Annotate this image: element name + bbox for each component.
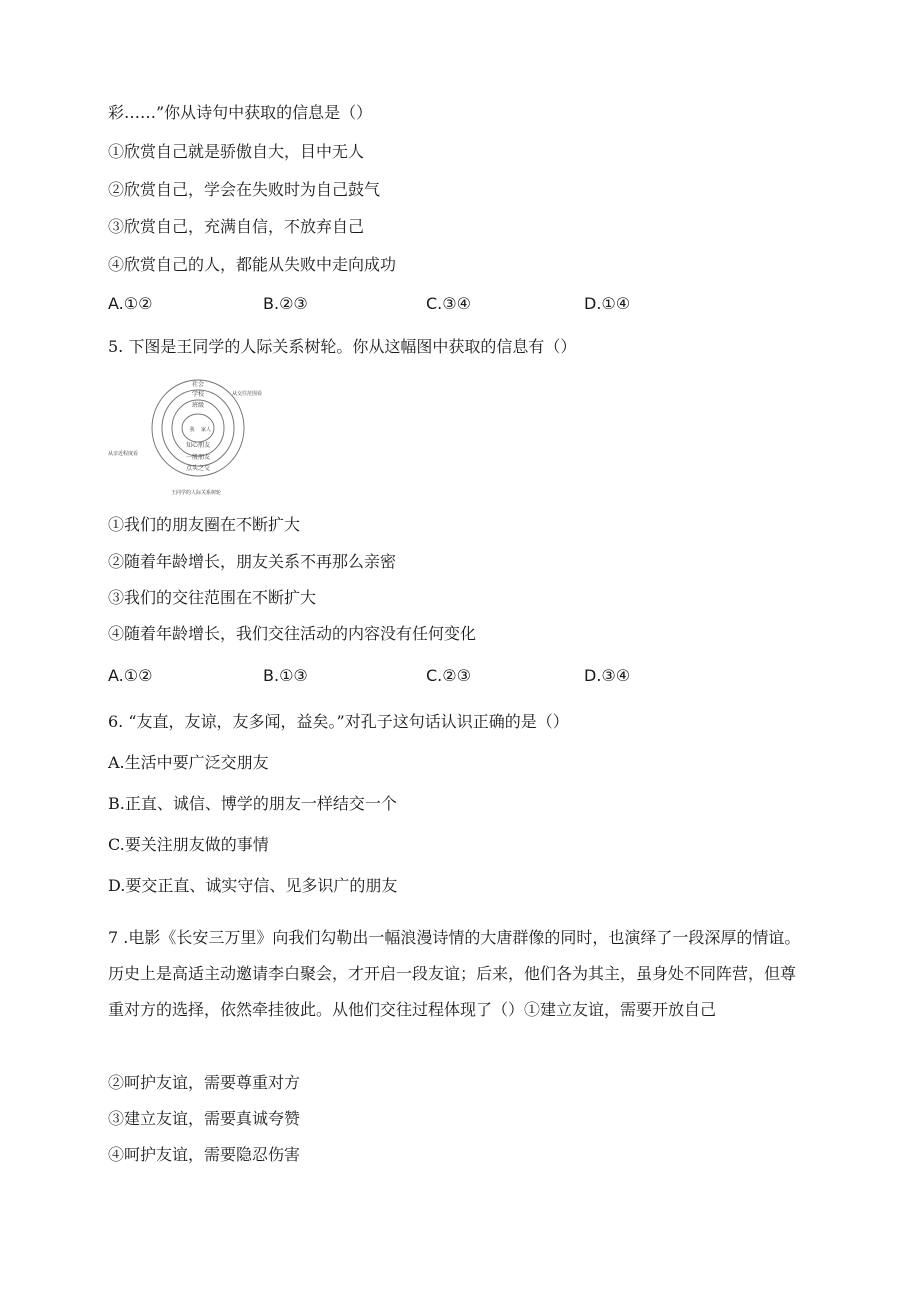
q6-option-c[interactable]: C.要关注朋友做的事情 [108,835,269,854]
q4-item-2: ②欣赏自己，学会在失败时为自己鼓气 [108,180,381,199]
q4-stem-tail: 彩……”你从诗句中获取的信息是（） [108,103,373,122]
ring-label-class: 班级 [191,402,205,409]
q6-stem: 6. “友直，友谅，友多闻，益矣。”对孔子这句话认识正确的是（） [108,712,569,731]
ring-label-school: 学校 [191,391,205,398]
ring-label-me: 我 [189,427,195,433]
friend-label-general: 一般朋友 [185,454,211,461]
friend-label-acquaintance: 点头之交 [185,465,211,472]
friend-label-close: 知心朋友 [185,442,211,449]
q4-item-3: ③欣赏自己，充满自信，不放弃自己 [108,217,365,236]
q4-option-a[interactable]: A.①② [108,294,153,313]
q4-item-4: ④欣赏自己的人，都能从失败中走向成功 [108,255,397,274]
q4-option-c[interactable]: C.③④ [426,294,471,313]
diagram-note-closeness: 从亲近程度看 [108,451,139,457]
q5-option-b[interactable]: B.①③ [263,666,308,685]
q5-item-1: ①我们的朋友圈在不断扩大 [108,515,301,534]
q4-item-1: ①欣赏自己就是骄傲自大，目中无人 [108,142,365,161]
q4-option-b[interactable]: B.②③ [263,294,308,313]
q6-option-b[interactable]: B.正直、诚信、博学的朋友一样结交一个 [108,794,397,813]
ring-label-family: 家人 [200,427,212,433]
diagram-caption: 王同学的人际关系树轮 [170,490,222,496]
q7-item-3: ③建立友谊，需要真诚夸赞 [108,1109,301,1128]
q5-option-a[interactable]: A.①② [108,666,153,685]
q7-item-2: ②呵护友谊，需要尊重对方 [108,1073,301,1092]
q5-option-c[interactable]: C.②③ [426,666,471,685]
q5-item-2: ②随着年龄增长，朋友关系不再那么亲密 [108,552,397,571]
q4-option-d[interactable]: D.①④ [584,294,631,313]
q5-item-4: ④随着年龄增长，我们交往活动的内容没有任何变化 [108,624,477,643]
relationship-ring-diagram [108,376,268,498]
diagram-note-range: 从交往范围看 [232,391,263,397]
q7-stem: 7 .电影《长安三万里》向我们勾勒出一幅浪漫诗情的大唐群像的同时，也演绎了一段深厚的情谊。历史上是高适主动邀请李白聚会，才开启一段友谊；后来，他们各为其主，虽身处不同阵营，但尊重对方的选择，依然牵挂彼此。从他们交往过程体现了（）①建立友谊，需要开放自己 [108,928,801,1019]
q5-item-3: ③我们的交往范围在不断扩大 [108,588,317,607]
q6-option-d[interactable]: D.要交正直、诚实守信、见多识广的朋友 [108,876,398,895]
q6-option-a[interactable]: A.生活中要广泛交朋友 [108,753,269,772]
q5-stem: 5. 下图是王同学的人际关系树轮。你从这幅图中获取的信息有（） [108,337,577,356]
ring-label-society: 社会 [191,381,205,388]
q5-options [108,666,808,690]
q5-option-d[interactable]: D.③④ [584,666,631,685]
q7-item-4: ④呵护友谊，需要隐忍伤害 [108,1145,301,1164]
q4-options [108,294,808,318]
